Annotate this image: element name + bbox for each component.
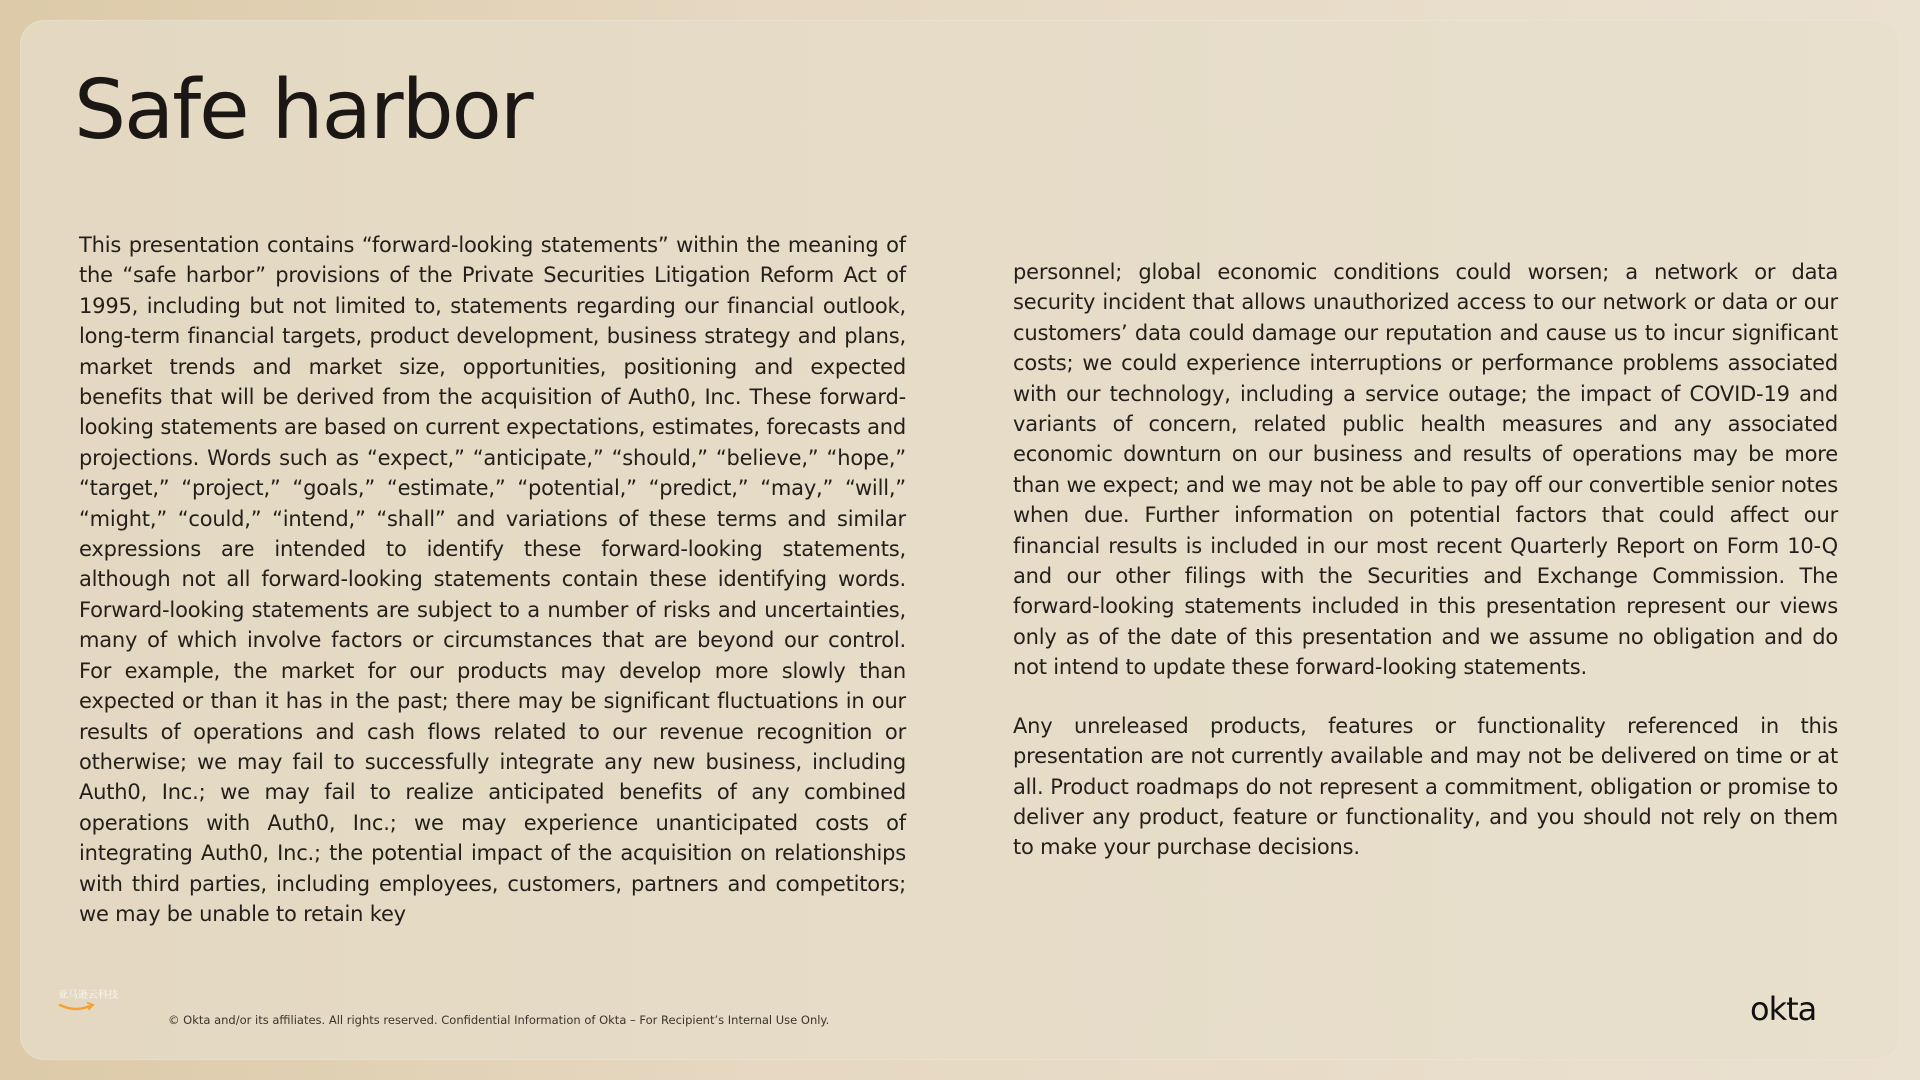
right-column bbox=[1013, 257, 1838, 863]
copyright-notice: © Okta and/or its affiliates. All rights reserved. Confidential Information of Okta – For Recipient’s Internal Use Only. bbox=[168, 1013, 830, 1027]
watermark-text: 亚马逊云科技 bbox=[58, 990, 118, 1001]
slide bbox=[20, 20, 1900, 1060]
slide-title: Safe harbor bbox=[74, 63, 532, 158]
aws-watermark-icon bbox=[56, 985, 126, 1015]
okta-logo: okta bbox=[1750, 990, 1817, 1028]
left-column bbox=[79, 230, 906, 929]
left-paragraph: This presentation contains “forward-looking statements” within the meaning of the “safe harbor” provisions of the Private Securities Litigation Reform Act of 1995, including but not limited to, statements regarding our financial outlook, long-term financial targets, product development, business strategy and plans, market trends and market size, opportunities, positioning and expected benefits that will be derived from the acquisition of Auth0, Inc. These forward-looking statements are based on current expectations, estimates, forecasts and projections. Words such as “expect,” “anticipate,” “should,” “believe,” “hope,” “target,” “project,” “goals,” “estimate,” “potential,” “predict,” “may,” “will,” “might,” “could,” “intend,” “shall” and variations of these terms and similar expressions are intended to identify these forward-looking statements, although not all forward-looking statements contain these identifying words. Forward-looking statements are subject to a number of risks and uncertainties, many of which involve factors or circumstances that are beyond our control. For example, the market for our products may develop more slowly than expected or than it has in the past; there may be significant fluctuations in our results of operations and cash flows related to our revenue recognition or otherwise; we may fail to successfully integrate any new business, including Auth0, Inc.; we may fail to realize anticipated benefits of any combined operations with Auth0, Inc.; we may experience unanticipated costs of integrating Auth0, Inc.; the potential impact of the acquisition on relationships with third parties, including employees, customers, partners and competitors; we may be unable to retain key bbox=[79, 233, 906, 926]
right-paragraph-1: personnel; global economic conditions could worsen; a network or data security incident that allows unauthorized access to our network or data or our customers’ data could damage our reputation and cause us to incur significant costs; we could experience interruptions or performance problems associated with our technology, including a service outage; the impact of COVID-19 and variants of concern, related public health measures and any associated economic downturn on our business and results of operations may be more than we expect; and we may not be able to pay off our convertible senior notes when due. Further information on potential factors that could affect our financial results is included in our most recent Quarterly Report on Form 10-Q and our other filings with the Securities and Exchange Commission. The forward-looking statements included in this presentation represent our views only as of the date of this presentation and we assume no obligation and do not intend to update these forward-looking statements. bbox=[1013, 260, 1838, 680]
right-paragraph-2: Any unreleased products, features or functionality referenced in this presentation are not currently available and may not be delivered on time or at all. Product roadmaps do not represent a commitment, obligation or promise to deliver any product, feature or functionality, and you should not rely on them to make your purchase decisions. bbox=[1013, 713, 1838, 860]
